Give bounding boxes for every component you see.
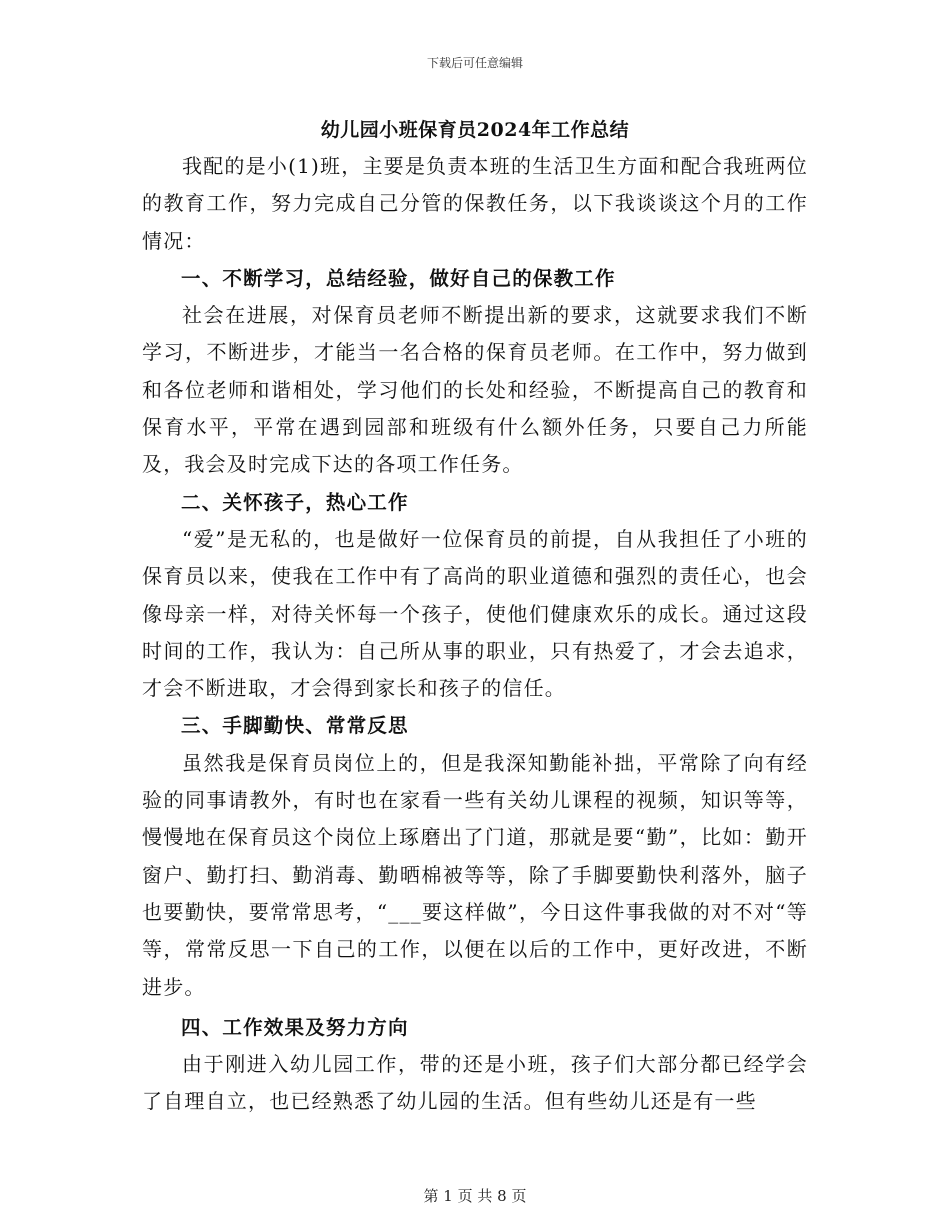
section-paragraph: 社会在进展，对保育员老师不断提出新的要求，这就要求我们不断学习，不断进步，才能当一名合格的保育员老师。在工作中，努力做到和各位老师和谐相处，学习他们的长处和经验，不断提高自己的教育和保育水平，平常在遇到园部和班级有什么额外任务，只要自己力所能及，我会及时完成下达的各项工作任务。 (142, 303, 808, 477)
section-heading: 三、手脚勤快、常常反思 (181, 714, 409, 738)
document-title: 幼儿园小班保育员2024年工作总结 (320, 119, 630, 141)
header-note: 下载后可任意编辑 (426, 56, 523, 70)
section-heading: 一、不断学习，总结经验，做好自己的保教工作 (181, 266, 616, 290)
document-body (142, 148, 808, 1121)
section-paragraph: 虽然我是保育员岗位上的，但是我深知勤能补拙，平常除了向有经验的同事请教外，有时也在家看一些有关幼儿课程的视频，知识等等，慢慢地在保育员这个岗位上琢磨出了门道，那就是要“勤”，比如：勤开窗户、勤打扫、勤消毒、勤晒棉被等等，除了手脚要勤快利落外，脑子也要勤快，要常常思考，“___要这样做”，今日这件事我做的对不对“等等，常常反思一下自己的工作，以便在以后的工作中，更好改进，不断进步。 (142, 750, 808, 999)
section-paragraph: 由于刚进入幼儿园工作，带的还是小班，孩子们大部分都已经学会了自理自立，也已经熟悉了幼儿园的生活。但有些幼儿还是有一些 (142, 1052, 808, 1114)
section-heading: 四、工作效果及努力方向 (181, 1015, 409, 1039)
section-heading: 二、关怀孩子，热心工作 (181, 490, 409, 514)
intro-paragraph: 我配的是小(1)班，主要是负责本班的生活卫生方面和配合我班两位的教育工作，努力完成自己分管的保教任务，以下我谈谈这个月的工作情况： (142, 154, 808, 253)
section-paragraph: “爱”是无私的，也是做好一位保育员的前提，自从我担任了小班的保育员以来，使我在工作中有了高尚的职业道德和强烈的责任心，也会像母亲一样，对待关怀每一个孩子，使他们健康欢乐的成长。通过这段时间的工作，我认为：自己所从事的职业，只有热爱了，才会去追求，才会不断进取，才会得到家长和孩子的信任。 (142, 526, 808, 701)
page-number-footer: 第 1 页 共 8 页 (423, 1187, 527, 1205)
